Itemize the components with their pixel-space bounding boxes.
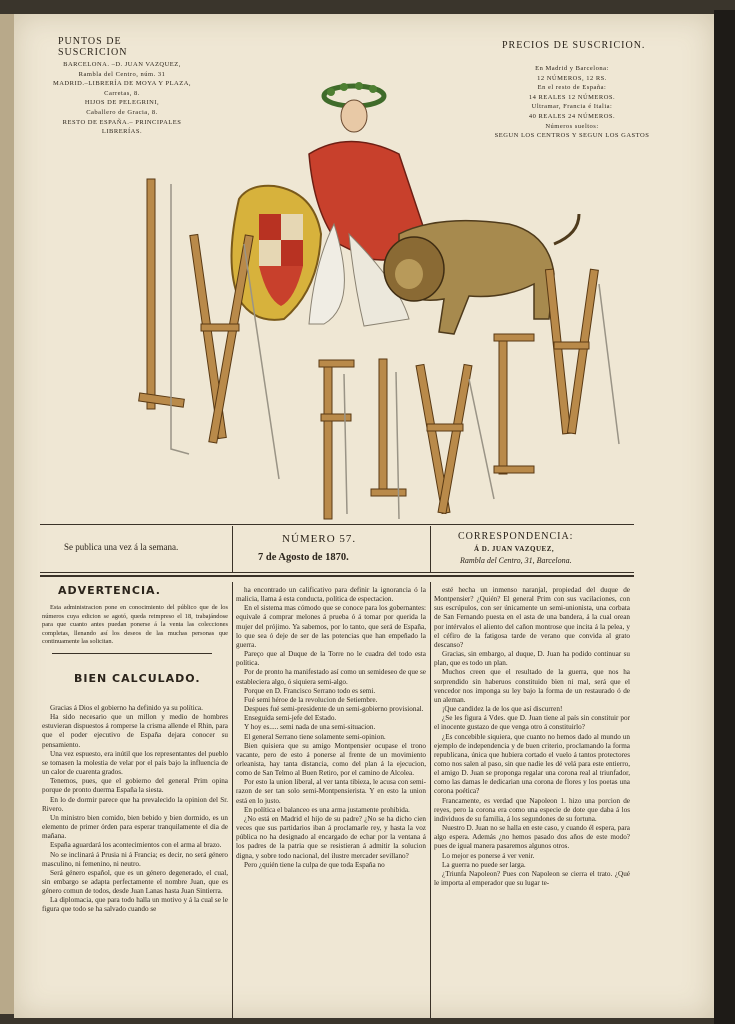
subscription-point-line: HIJOS DE PELEGRINI, (84, 99, 160, 107)
subscription-point-line: MADRID.–LIBRERÍA DE MOYA Y PLAZA, (52, 80, 192, 88)
publication-frequency: Se publica una vez á la semana. (64, 542, 179, 552)
article-paragraph: Gracias, sin embargo, al duque, D. Juan ha podido continuar su plan, que es todo un plan. (434, 650, 630, 668)
subscription-prices-title: PRECIOS DE SUSCRICION. (502, 40, 646, 51)
article-paragraph: Enseguida semi-jefe del Estado. (244, 714, 337, 723)
infobar-double-rule (40, 575, 634, 577)
subscription-price-line: SEGUN LOS CENTROS Y SEGUN LOS GASTOS (494, 132, 650, 140)
article-paragraph: Por esto la union liberal, al ver tanta tibieza, le acusa con semi-razon de ser tan solo semi-Montpensierista. Y en esto la union está en lo justo. (236, 778, 426, 805)
subscription-price-line: 14 REALES 12 NÚMEROS. (528, 93, 616, 101)
subscription-point-line: Carretas, 8. (104, 89, 140, 97)
advertencia-rule (52, 653, 212, 654)
article-paragraph: Por de pronto ha manifestado así como un semideseo de que se estableciera algo, ó siquiera semi-algo. (236, 668, 426, 686)
correspondence-name: Á D. JUAN VAZQUEZ, (474, 545, 555, 553)
article-paragraph: ¿Triunfa Napoleon? Pues con Napoleon se cierra el trato. ¿Qué le importa al emperador que su lugar te- (434, 869, 630, 887)
article-title: BIEN CALCULADO. (74, 672, 201, 685)
correspondence-address: Rambla del Centro, 31, Barcelona. (460, 556, 572, 565)
advertencia-heading: ADVERTENCIA. (58, 584, 161, 597)
article-paragraph: Francamente, es verdad que Napoleon 1. hizo una porcion de reyes, pero la corona era como una especie de dote que daba á los individuos de su familia, á los segundones de su fortuna. (434, 796, 630, 823)
infobar-top-rule (40, 524, 634, 525)
newspaper-page (14, 14, 714, 1018)
masthead-illustration (109, 74, 629, 534)
article-paragraph: Porque en D. Francisco Serrano todo es semi. (244, 686, 376, 695)
article-paragraph: Tenemos, pues, que el gobierno del general Prim opina porque de pronto duerma España la siesta. (42, 777, 228, 795)
subscription-point-line: Caballero de Gracia, 8. (86, 108, 158, 116)
subscription-price-line: En el resto de España: (537, 84, 607, 92)
advertencia-text: Esta administracion pone en conocimiento del público que de los números cuya edicion se agotó, queda reimpreso el 18, trabajándose para que cuanto antes puedan ponerse á la venta las colecciones completas, llenando así los deseos de las muchas personas que continuamente las solicitan. (42, 604, 228, 645)
column-1-text (42, 704, 228, 1022)
subscription-points-title: PUNTOS DE SUSCRICION (58, 36, 128, 58)
article-paragraph: En lo de dormir parece que ha prevalecido la opinion del Sr. Rivero. (42, 795, 228, 813)
article-paragraph: Una vez espuesto, era inútil que los representantes del pueblo se tomasen la molestia de velar por el país bajo la influencia de un calor de cuarenta grados. (42, 749, 228, 777)
article-paragraph: Un ministro bien comido, bien bebido y bien dormido, es un elemento de primer órden para esperar tranquilamente el dia de mañana. (42, 813, 228, 841)
subscription-price-line: 12 NÚMEROS, 12 RS. (537, 74, 607, 82)
article-paragraph: Nuestro D. Juan no se halla en este caso, y cuando él espera, para algo espera. Además ¿no hemos pasado dos años de este modo? pues de igual manera pasaremos algunos otros. (434, 824, 630, 851)
article-paragraph: Y hoy es..... semi nada de una semi-situacion. (244, 723, 376, 732)
article-paragraph: ¡Que candidez la de los que así discurren! (442, 705, 563, 714)
article-paragraph: En política el balanceo es una arma justamente prohibida. (244, 805, 410, 814)
article-paragraph: ha encontrado un calificativo para definir la ignorancia ó la malicia, llama á esta conducta, política de espectacion. (236, 586, 426, 604)
infobar-bottom-rule (40, 572, 634, 573)
column-3-text (434, 586, 630, 1018)
article-paragraph: Fué semi héroe de la revolucion de Setiembre. (244, 695, 378, 704)
column-divider-1 (232, 582, 233, 1018)
article-paragraph: Será género español, que es un género degenerado, el cual, sin embargo se adapta perfectamente el nombre Juan, que es género comun de todos, desde Juan Lanas hasta Juan Sintierra. (42, 868, 228, 896)
article-paragraph: España aguardará los acontecimientos con el arma al brazo. (50, 841, 222, 850)
article-paragraph: La guerra no puede ser larga. (442, 860, 526, 869)
subscription-price-line: 40 REALES 24 NÚMEROS. (528, 112, 616, 120)
article-paragraph: Gracias á Dios el gobierno ha definido ya su política. (50, 704, 203, 712)
article-paragraph: La diplomacia, que para todo halla un motivo y á la cual se le figura que todo se ha salvado cuando se (42, 896, 228, 914)
subscription-point-line: RESTO DE ESPAÑA.– PRINCIPALES (62, 118, 182, 126)
article-paragraph: Ha sido necesario que un millon y medio de hombres estuvieran dispuestos á romperse la crisma allende el Rhin, para que el poder ejecutivo de España dejara conocer su pensamiento. (42, 713, 228, 749)
subscription-point-line: BARCELONA. –D. JUAN VAZQUEZ, (63, 61, 181, 68)
article-paragraph: El general Serrano tiene solamente semi-opinion. (244, 732, 386, 741)
article-paragraph: Muchos creen que el resultado de la guerra, que nos ha sorprendido sin haberuos constituido bien ni mal, será que el vencedor nos imponga su ley bajo la forma de un restaurado ó de un aleman. (434, 668, 630, 704)
article-paragraph: Bien quisiera que su amigo Montpensier ocupase el trono vacante, pero de esto á ponerse al frente de un movimiento orleanista, hay tanta distancia, como del plan á la ejecucion, como de San Telmo al Buen Retiro, por el camino de Alcolea. (236, 741, 426, 778)
column-divider-2 (430, 582, 431, 1018)
page-edge-shadow (714, 10, 735, 1024)
article-paragraph: Pareço que al Duque de la Torre no le cuadra del todo esta política. (236, 650, 426, 668)
subscription-point-line: Rambla del Centro, núm. 31 (78, 70, 166, 78)
issue-number: NÚMERO 57. (282, 533, 357, 545)
article-paragraph: ¿Es concebible siquiera, que cuanto no hemos dado al mundo un ejemplo de independencia y de buen criterio, proclamando la forma republicana, única que hubiera cortado el vuelo á tantos protectores como nos salen al paso, sin que nadie les dé velá para este entierro, el amigo D. Juan se proponga regalar una corona real al triunfador, como las damas le dedicarian una corona de flores y los poetas una corona poética? (434, 732, 630, 796)
infobar-divider-left (232, 526, 233, 572)
page-binding (0, 14, 14, 1014)
subscription-price-line: Números sueltos: (545, 122, 599, 130)
article-paragraph: Lo mejor es ponerse á ver venir. (442, 851, 535, 860)
article-paragraph: ¿Se les figura á Vdes. que D. Juan tiene al país sin constituir por el inocente gustazo de que venga otro á constituirlo? (434, 714, 630, 732)
article-paragraph: ¿No está en Madrid el hijo de su padre? ¿No se ha dicho cien veces que sus partidarios iban á proclamarle rey, y hasta la voz pública no ha designado al encargado de echar por la ventana á los padres de la patria que se resistieran á admitir la solucion digna, y sobre todo nacional, del ilustre mercader sevillano? (236, 814, 426, 860)
article-paragraph: En el sistema mas cómodo que se conoce para los gobernantes: equivale á comprar melones á prueba ó á tomar por querida la mujer del prójimo. Ya sabemos, por lo tanto, que será de España, lo que sea ó deje de ser de las potencias que han empeñado la guerra. (236, 604, 426, 649)
subscription-price-line: Ultramar, Francia é Italia: (531, 103, 613, 111)
column-2-text (236, 586, 426, 1018)
article-paragraph: Pero ¿quién tiene la culpa de que toda España no (244, 860, 385, 869)
subscription-price-line: En Madrid y Barcelona: (535, 65, 609, 72)
subscription-point-line: LIBRERÍAS. (101, 128, 143, 136)
correspondence-title: CORRESPONDENCIA: (458, 531, 574, 542)
article-paragraph: No se inclinará á Prusia ni á Francia; es decir, no será género masculino, ni femenino, ni neutro. (42, 850, 228, 868)
article-paragraph: Despues fué semi-presidente de un semi-gobierno provisional. (244, 705, 424, 714)
issue-date: 7 de Agosto de 1870. (258, 552, 349, 563)
infobar-divider-right (430, 526, 431, 572)
article-paragraph: esté hecha un inmenso naranjal, propiedad del duque de Montpensier? ¿Quién? El general Prim con sus vacilaciones, con sus escrúpulos, con ser únicamente un semi-unionista, una corbata de San Fernando puesta en el asta de una bandera, á la cual orean por intérvalos el aliento del cañon montrose que incita á la pelea, y el céfiro de la fatigosa tarde de verano que convida al grato descanso? (434, 586, 630, 649)
